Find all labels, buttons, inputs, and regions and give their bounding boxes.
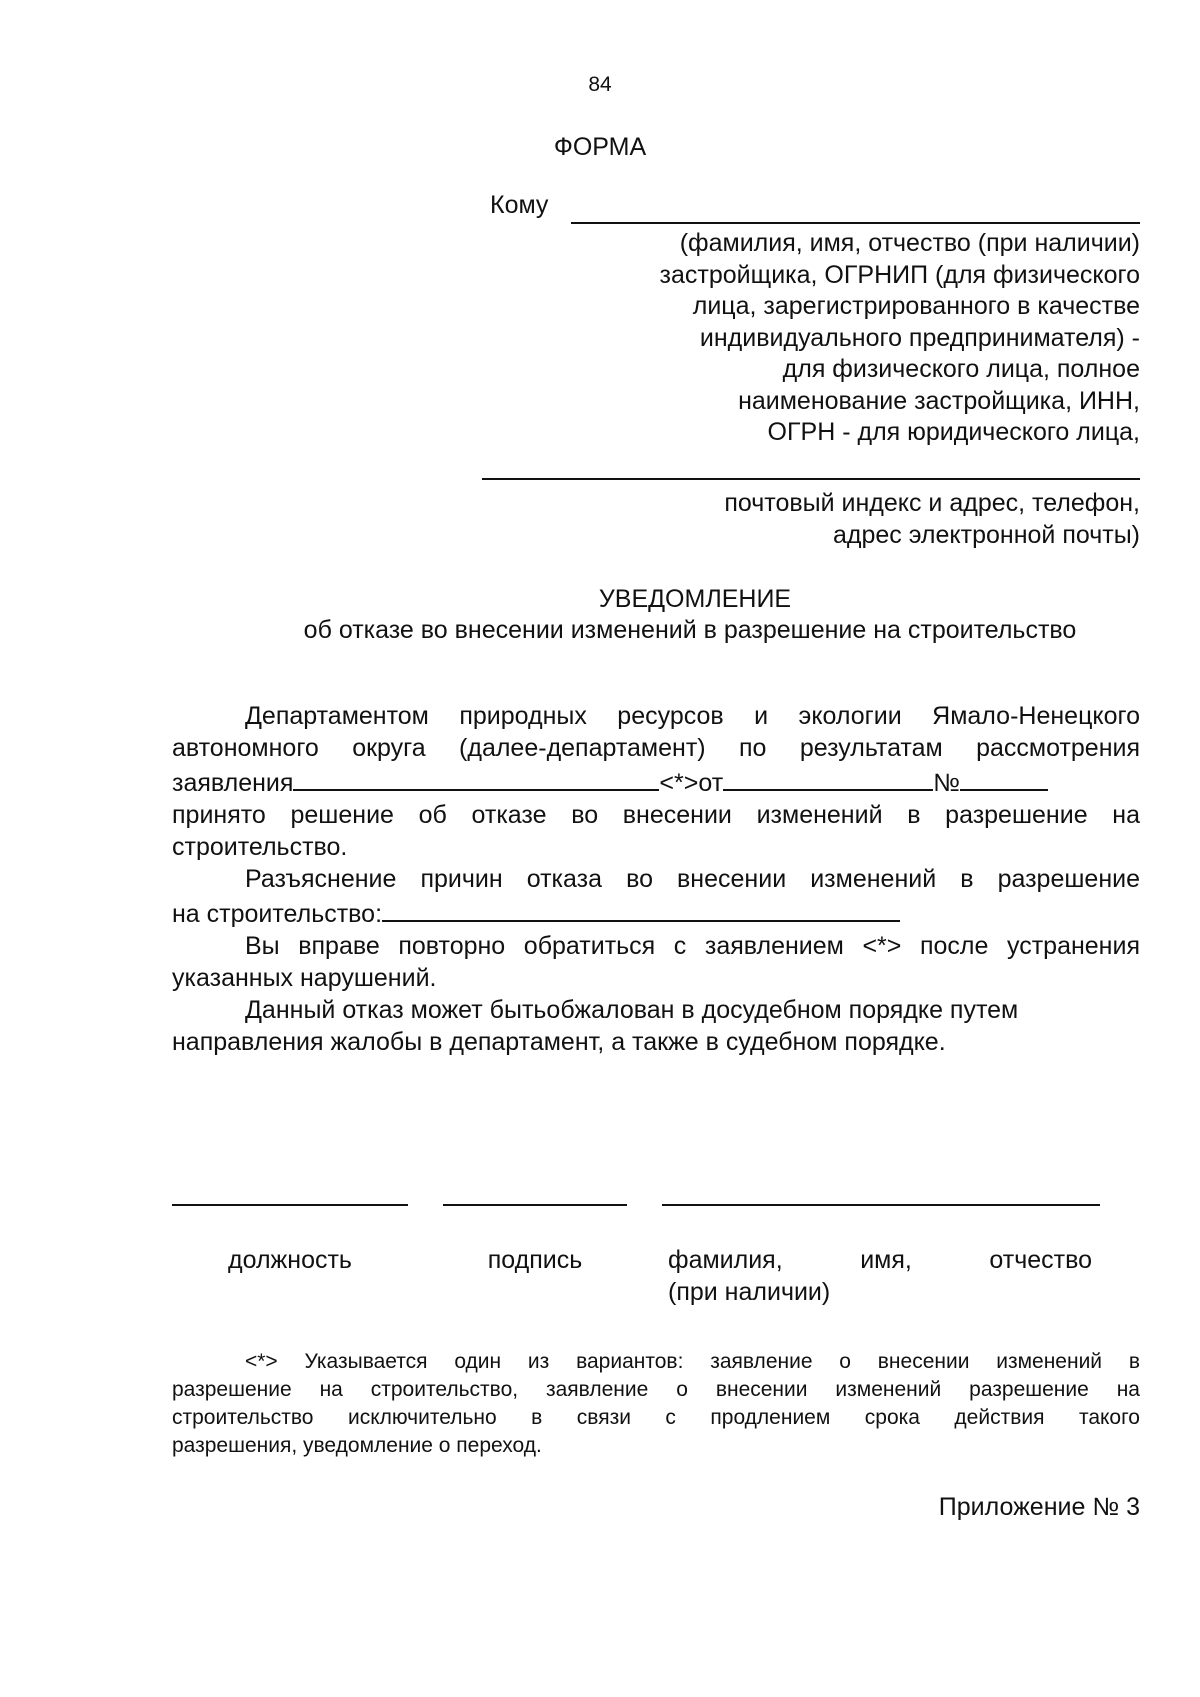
body-line: указанных нарушений.: [172, 964, 437, 992]
address-hint-line: адрес электронной почты): [832, 520, 1140, 549]
reason-label: на строительство:: [172, 900, 383, 928]
recipient-hint-line: наименование застройщика, ИНН,: [738, 386, 1140, 415]
date-label: <*>от: [659, 769, 724, 797]
form-title: ФОРМА: [553, 133, 647, 161]
body-line: Вы вправе повторно обратиться с заявлением <*> после устранения: [245, 932, 1140, 960]
name-word: имя,: [860, 1246, 912, 1274]
number-label: №: [933, 769, 960, 797]
address-hint: [480, 488, 1140, 551]
position-label: должность: [228, 1246, 352, 1274]
address-hint-line: почтовый индекс и адрес, телефон,: [724, 489, 1140, 517]
date-blank: [723, 764, 933, 791]
appendix-label: Приложение № 3: [938, 1493, 1140, 1521]
recipient-hint-line: для физического лица, полное: [782, 355, 1140, 383]
body-line: автономного округа (далее-департамент) по результатам рассмотрения: [172, 734, 1140, 762]
application-label: заявления: [172, 769, 294, 797]
application-blank: [293, 764, 659, 791]
body-line: Департаментом природных ресурсов и экологии Ямало-Ненецкого: [245, 702, 1140, 730]
name-label-line2: (при наличии): [668, 1278, 831, 1306]
body-line: строительство.: [172, 833, 348, 861]
name-word: фамилия,: [668, 1246, 783, 1274]
recipient-hint-line: ОГРН - для юридического лица,: [767, 418, 1140, 446]
reason-line: [172, 895, 1140, 930]
body-line: Данный отказ может бытьобжалован в досудебном порядке путем: [245, 996, 1019, 1024]
recipient-blank-line: [571, 222, 1140, 224]
page-number: 84: [588, 73, 612, 96]
body-line: Разъяснение причин отказа во внесении изменений в разрешение: [245, 865, 1140, 893]
reason-blank: [382, 895, 900, 922]
recipient-hint-line: индивидуального предпринимателя) -: [699, 323, 1140, 352]
signature-label: подпись: [487, 1246, 583, 1274]
number-blank: [960, 764, 1048, 791]
footnote: [172, 1348, 1140, 1460]
position-signature-line: [172, 1204, 408, 1206]
name-label: [668, 1244, 1092, 1308]
to-label: Кому: [490, 191, 549, 219]
name-word: отчество: [989, 1246, 1092, 1274]
address-blank-line: [482, 478, 1140, 480]
footnote-line: строительство исключительно в связи с продлением срока действия такого: [172, 1406, 1140, 1429]
body-line: принято решение об отказе во внесении изменений в разрешение на: [172, 801, 1140, 829]
recipient-hint: [480, 228, 1140, 449]
footnote-line: разрешения, уведомление о переход.: [172, 1434, 542, 1457]
recipient-field: [490, 190, 1140, 226]
recipient-hint-line: лица, зарегистрированного в качестве: [692, 292, 1140, 320]
notice-subtitle: об отказе во внесении изменений в разрешение на строительство: [303, 616, 1077, 644]
notice-body: [172, 700, 1140, 1058]
notice-title: УВЕДОМЛЕНИЕ: [598, 585, 792, 613]
recipient-hint-line: застройщика, ОГРНИП (для физического: [659, 260, 1140, 289]
name-signature-line: [662, 1204, 1100, 1206]
footnote-line: разрешение на строительство, заявление о внесении изменений разрешение на: [172, 1378, 1140, 1401]
body-line: направления жалобы в департамент, а также в судебном порядке.: [172, 1028, 946, 1056]
application-details-line: [172, 764, 1140, 799]
recipient-hint-line: (фамилия, имя, отчество (при наличии): [679, 229, 1140, 257]
footnote-line: <*> Указывается один из вариантов: заявление о внесении изменений в: [245, 1350, 1140, 1373]
signature-line: [443, 1204, 627, 1206]
